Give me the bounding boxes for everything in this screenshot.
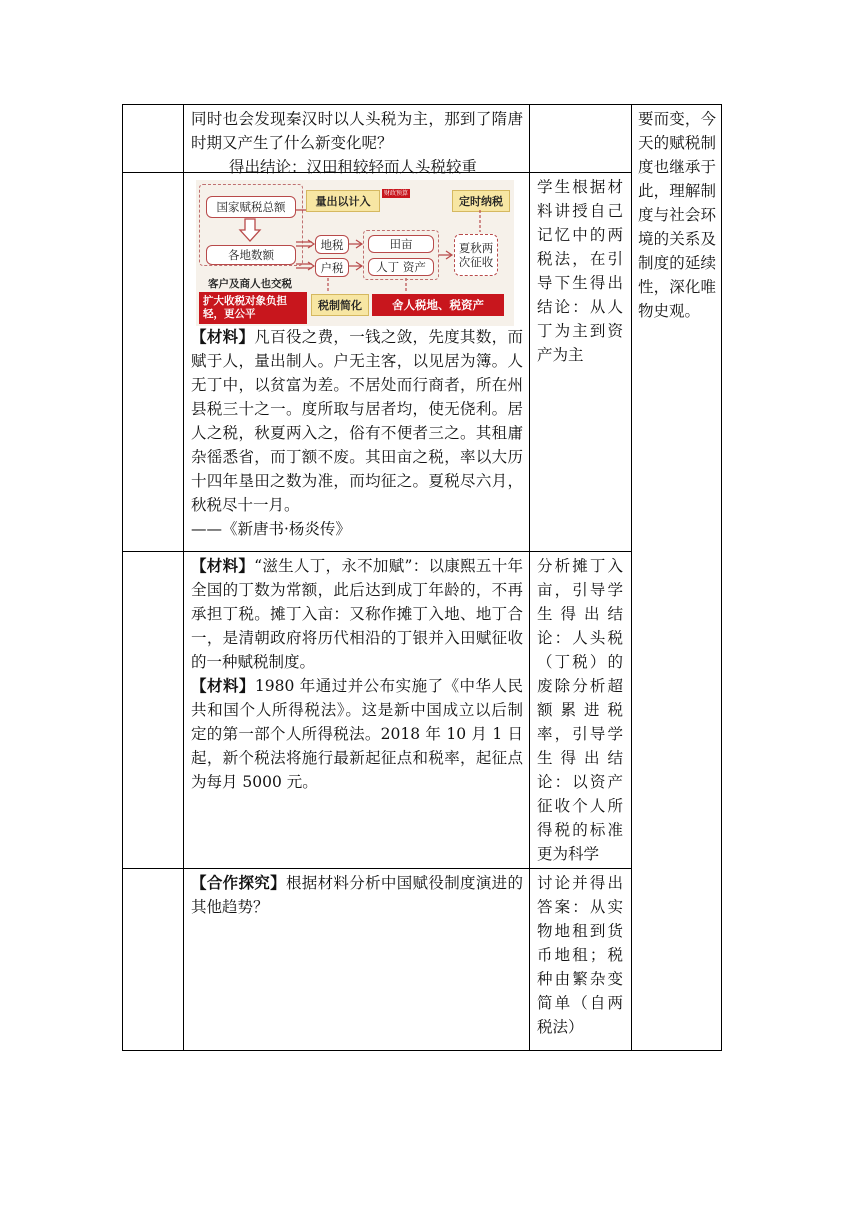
material2-label: 【材料】 (191, 676, 255, 695)
column-divider-3 (631, 104, 632, 1051)
row1-question: 同时也会发现秦汉时以人头税为主，那到了隋唐时期又产生了什么新变化呢？ (191, 110, 523, 152)
measure-box: 量出以计入 (306, 190, 380, 212)
row2-material (191, 325, 523, 541)
table-right-border (721, 104, 722, 1051)
row1-conclusion: 得出结论：汉田租较轻而人头税较重 (229, 158, 478, 176)
merchants-label: 客户及商人也交税 (208, 277, 292, 290)
row-divider-2 (122, 551, 632, 552)
simplify-box: 税制简化 (311, 294, 369, 316)
material-source: ——《新唐书·杨炎传》 (191, 520, 351, 538)
column-divider-2 (529, 104, 530, 1051)
land-tax-box: 地税 (315, 235, 349, 254)
row3-content (191, 554, 523, 794)
seasons-box: 夏秋两次征收 (454, 234, 498, 276)
national-total-box: 国家赋税总额 (206, 196, 296, 218)
row4-activity: 讨论并得出答案：从实物地租到货币地租；税种由繁杂变简单（自两税法） (537, 874, 623, 1036)
row3-activity: 分析摊丁入亩，引导学生得出结论：人头税（丁税）的废除分析超额累进税率，引导学生得出结论：以资产征收个人所得税的标准更为科学 (537, 557, 623, 863)
cooperative-text: 根据材料分析中国赋役制度演进的其他趋势？ (191, 874, 523, 916)
expand-box: 扩大收税对象负担轻，更公平 (199, 292, 307, 324)
timing-box: 定时纳税 (452, 190, 510, 212)
row1-content (191, 107, 523, 179)
material-text: 凡百役之费，一钱之敛，先度其数，而赋于人，量出制人。户无主客，以见居为簿。人无丁中，以贫富为差。不居处而行商者，所在州县税三十之一。度所取与居者均，使无侥利。居人之税，秋夏两入之，俗有不便者三之。其租庸杂徭悉省，而丁额不废。其田亩之税，率以大历十四年垦田之数为准，而均征之。夏税尽六月，秋税尽十一月。 (191, 328, 523, 514)
table-top-border (122, 104, 722, 105)
household-tax-box: 户税 (315, 258, 349, 277)
cooperative-label: 【合作探究】 (191, 873, 286, 892)
fiscal-budget-tag: 财政预算 (384, 190, 409, 197)
table-bottom-border (122, 1050, 722, 1051)
material-label: 【材料】 (191, 327, 255, 346)
two-tax-law-diagram (196, 180, 514, 326)
local-amount-box: 各地数额 (206, 245, 296, 265)
teaching-intent: 要而变，今天的赋税制度也继承于此，理解制度与社会环境的关系及制度的延续性，深化唯物史观。 (638, 110, 716, 320)
material1-label: 【材料】 (191, 556, 255, 575)
field-box: 田亩 (368, 235, 434, 253)
row4-content (191, 871, 523, 919)
column-divider-1 (183, 104, 184, 1051)
material1-text: “滋生人丁，永不加赋”：以康熙五十年全国的丁数为常额，此后达到成丁年龄的，不再承担丁税。摊丁入亩：又称作摊丁入地、地丁合一，是清朝政府将历代相沿的丁银并入田赋征收的一种赋税制度。 (191, 557, 523, 671)
people-assets-box: 人丁 资产 (368, 258, 434, 276)
row2-activity: 学生根据材料讲授自己记忆中的两税法，在引导下生得出结论：从人丁为主到资产为主 (537, 178, 623, 364)
table-left-border (122, 104, 123, 1051)
row-divider-3 (122, 868, 632, 869)
material2-text: 1980 年通过并公布实施了《中华人民共和国个人所得税法》。这是新中国成立以后制定的第一部个人所得税法。2018 年 10 月 1 日起，新个税法将施行最新起征点和税率，起征点为每月 5000 元。 (191, 677, 523, 791)
abandon-box: 舍人税地、税资产 (372, 294, 504, 316)
